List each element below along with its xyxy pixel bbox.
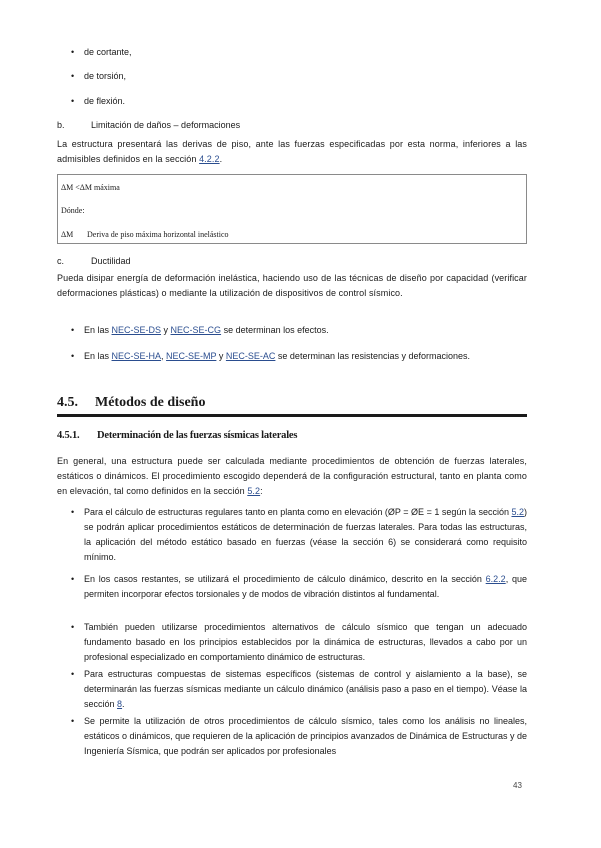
item-b-heading — [57, 118, 240, 133]
item-c-heading — [57, 254, 131, 269]
list-item-text: En las — [84, 325, 112, 335]
subsection-number: 4.5.1. — [57, 430, 80, 441]
list-item — [71, 667, 527, 712]
formula-box — [57, 174, 527, 244]
list-item — [71, 45, 527, 60]
bullet: • — [71, 96, 75, 106]
bullet: • — [71, 325, 75, 335]
definition-text: Deriva de piso máxima horizontal inelástico — [87, 230, 229, 239]
list-item — [71, 69, 527, 84]
paragraph-text: La estructura presentará las derivas de piso, ante las fuerzas especificadas por esta norma, inferiores a las admisibles definidos en la sección — [57, 139, 527, 164]
paragraph-c: Pueda disipar energía de deformación inelástica, haciendo uso de las técnicas de diseño por capacidad (verificar deformaciones plásticas) o mediante la utilización de dispositivos de control sísmico. — [57, 273, 527, 298]
section-link[interactable]: 5.2 — [247, 486, 261, 496]
nec-se-mp-link[interactable]: NEC-SE-MP — [166, 351, 217, 361]
item-letter: c. — [57, 256, 65, 266]
nec-se-ha-link[interactable]: NEC-SE-HA — [111, 351, 162, 361]
definition-row — [61, 230, 229, 239]
page-number: 43 — [513, 781, 522, 790]
item-title: Limitación de daños – deformaciones — [91, 120, 241, 130]
section-link[interactable]: 6.2.2 — [485, 574, 506, 584]
list-item-text: , — [161, 351, 167, 361]
section-link[interactable]: 5.2 — [511, 507, 524, 517]
bullet: • — [71, 71, 75, 81]
list-item-text: de flexión. — [84, 96, 126, 106]
formula-row: ΔM <ΔM máxima — [61, 183, 120, 192]
list-item-text: Para estructuras compuestas de sistemas específicos (sistemas de control y aislamiento a la base), se determinarán las fuerzas sísmicas mediante un cálculo dinámico (análisis paso a paso en el tiempo). Véase la sección — [84, 669, 527, 709]
paragraph-b — [57, 137, 527, 167]
list-item-text: y — [161, 325, 171, 335]
bullet: • — [71, 351, 75, 361]
bullet: • — [71, 47, 75, 57]
list-item — [71, 505, 527, 565]
bullet: • — [71, 716, 75, 726]
list-item-text: y — [216, 351, 226, 361]
list-item-text: ) se podrán aplicar procedimientos estáticos de determinación de fuerzas laterales. Para todas las estructuras, la aplicación del método estático basado en fuerzas (véase la sección 6) se considerará como requisito mínimo. — [84, 507, 527, 562]
list-item-text: Se permite la utilización de otros procedimientos de cálculo sísmico, tales como los análisis no lineales, estáticos o dinámicos, que requieren de la aplicación de principios avanzados de Dinámica de Estructuras y de Ingeniería Sísmica, que podrán ser aplicados por profesionales — [84, 716, 527, 756]
bullet: • — [71, 574, 75, 584]
paragraph-intro — [57, 454, 527, 499]
list-item — [71, 620, 527, 665]
item-title: Ductilidad — [91, 256, 131, 266]
symbol: ΔM — [61, 230, 74, 239]
paragraph-text: : — [260, 486, 263, 496]
bullet: • — [71, 507, 75, 517]
section-heading — [57, 395, 527, 417]
section-title: Métodos de diseño — [95, 395, 206, 410]
list-item-text: Para el cálculo de estructuras regulares tanto en planta como en elevación (ØP = ØE = 1 según la sección — [84, 507, 512, 517]
paragraph-text: En general, una estructura puede ser calculada mediante procedimientos de obtención de fuerzas laterales, estáticos o dinámicos. El procedimiento escogido dependerá de la configuración estructural, tanto en planta como en elevación, tal como definidos en la sección — [57, 456, 527, 496]
list-item-text: También pueden utilizarse procedimientos alternativos de cálculo sísmico que tengan un adecuado fundamento basado en los principios establecidos por la dinámica de estructuras, llevados a cabo por un profesional especializado en comportamiento dinámico de estructuras. — [84, 622, 527, 662]
subsection-heading — [57, 430, 297, 441]
bullet: • — [71, 622, 75, 632]
bullet: • — [71, 669, 75, 679]
list-item — [71, 94, 527, 109]
list-item-text: de torsión, — [84, 71, 127, 81]
list-item — [71, 323, 527, 338]
item-letter: b. — [57, 120, 65, 130]
section-link[interactable]: 8 — [117, 699, 123, 709]
section-link[interactable]: 4.2.2 — [199, 154, 220, 164]
nec-se-cg-link[interactable]: NEC-SE-CG — [170, 325, 222, 335]
nec-se-ac-link[interactable]: NEC-SE-AC — [225, 351, 276, 361]
list-item-text: se determinan los efectos. — [221, 325, 329, 335]
list-item — [71, 349, 527, 364]
nec-se-ds-link[interactable]: NEC-SE-DS — [111, 325, 162, 335]
section-number: 4.5. — [57, 395, 78, 410]
paragraph-text: . — [219, 154, 223, 164]
list-item-text: de cortante, — [84, 47, 132, 57]
list-item — [71, 572, 527, 602]
list-item-text: En los casos restantes, se utilizará el procedimiento de cálculo dinámico, descrito en la sección — [84, 574, 486, 584]
list-item-text: se determinan las resistencias y deformaciones. — [275, 351, 471, 361]
list-item-text: En las — [84, 351, 112, 361]
list-item-text: . — [122, 699, 125, 709]
list-item-text: , que permiten incorporar efectos torsionales y de modos de vibración distintos al fundamental. — [84, 574, 527, 599]
where-label: Dónde: — [61, 206, 85, 215]
subsection-title: Determinación de las fuerzas sísmicas laterales — [97, 430, 298, 441]
list-item — [71, 714, 527, 759]
